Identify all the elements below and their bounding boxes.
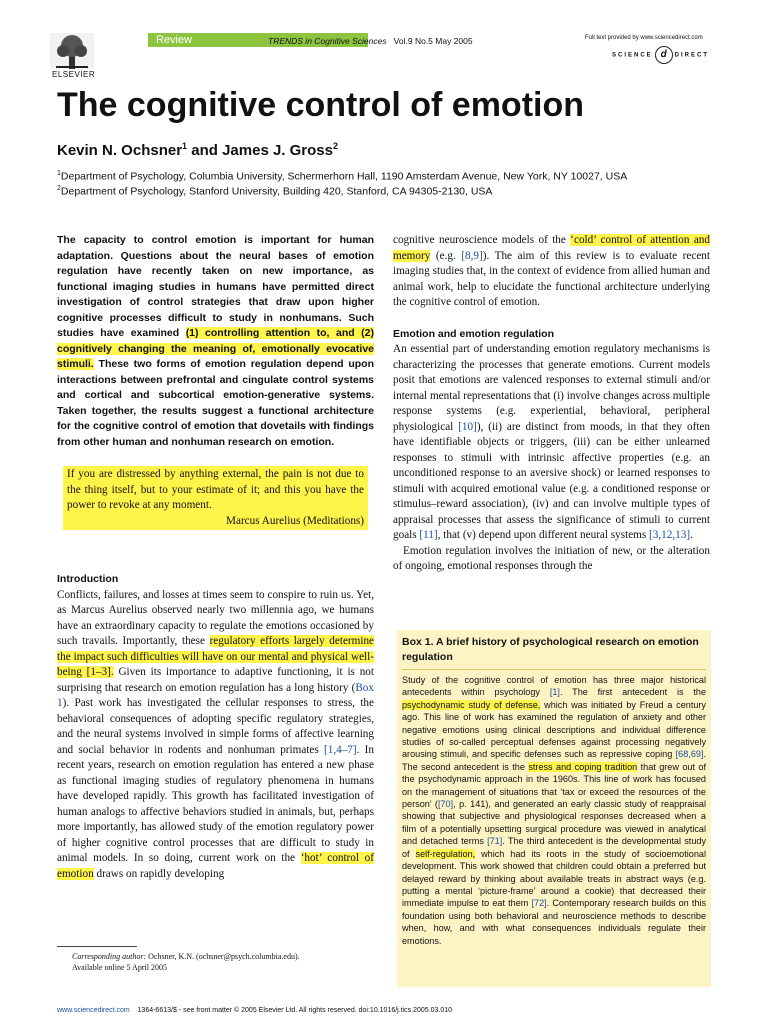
reference-link[interactable]: [1,4–7] [324, 743, 357, 756]
abstract-text-2: These two forms of emotion regulation depend upon interactions between prefrontal and cingulate control systems and cortical and subcortical emotion-generative systems. Taken together, the results suggest a functional architecture for the cognitive control of emotion that dovetails with findings from other human and nonhuman research on emotion. [57, 358, 374, 448]
footnote-label: Corresponding author: [72, 952, 147, 961]
emotion-text-2: ), (ii) are distinct from moods, in that they often have identifiable objects or triggers, (iii) can be either unlearned responses to stimuli with intrinsic affective properties (e.g. an unconditioned response to an aversive shock) or learned responses to stimuli with acquired emotional value (e.g. a conditioned response or stimulus–reward association), (iv) and can involve multiple types of appraisal processes that assess the significance of stimuli to current goals [393, 420, 710, 541]
box-1-link[interactable]: Box 1 [57, 681, 374, 709]
publisher-name: ELSEVIER [52, 70, 96, 79]
footer-copyright: 1364-6613/$ - see front matter © 2005 Elsevier Ltd. All rights reserved. doi:10.1016/j.tics.2005.03.010 [137, 1007, 453, 1014]
author-list [57, 141, 338, 159]
emotion-text-3: , that (v) depend upon different neural systems [437, 529, 650, 541]
box-text-9: . Contemporary research builds on this foundation using both behavioral and neuroscience methods to describe when, how, and with what consequences individuals regulate their emotions. [402, 898, 706, 946]
article-title: The cognitive control of emotion [57, 86, 584, 124]
right-text-3: ). The aim of this review is to evaluate recent imaging studies that, in the context of evidence from allied human and animal work, help to elucidate the functional architecture underlying the cognitive control of emotion. [393, 249, 710, 308]
box-text-7: . The third antecedent is the developmental study of [402, 836, 707, 859]
corresponding-author [72, 951, 300, 962]
footnote-divider [57, 946, 137, 947]
epigraph-quote [63, 466, 368, 530]
affiliation-2-text: Department of Psychology, Stanford University, Building 420, Stanford, CA 94305-2130, USA [60, 185, 493, 198]
continued-paragraph [393, 233, 710, 311]
footnote [72, 951, 300, 973]
intro-text-2: Given its importance to adaptive functioning, it is not surprising that research on emotion regulation has a long history ( [57, 666, 374, 694]
page-footer [57, 1007, 452, 1014]
sd-logo-right: DIRECT [674, 52, 710, 59]
affiliation-2-sup: 2 [57, 185, 61, 192]
intro-text-1: Conflicts, failures, and losses at times seem to conspire to ruin us. Yet, as Marcus Aurelius observed nearly two millennia ago, we humans have an extraordinary capacity to regulate the emotions occasioned by such travails. Importantly, these [57, 588, 374, 647]
box-1-sidebar [397, 630, 711, 987]
box-text-5: that grew out of the psychodynamic approach in the 1960s. This line of work has focused on the management of situations that ‘tax or exceed the resources of the person’ ( [402, 761, 707, 810]
abstract-highlight: (1) controlling attention to, and (2) cognitively changing the meaning of, emotionally evocative stimuli. [57, 327, 374, 370]
intro-highlight-2: ‘hot’ control of emotion [57, 852, 374, 880]
box-highlight-2: stress and coping tradition [528, 761, 638, 772]
footnote-text: Ochsner, K.N. (ochsner@psych.columbia.edu). [146, 952, 300, 961]
box-body [402, 674, 706, 947]
emotion-regulation-heading: Emotion and emotion regulation [393, 327, 554, 340]
emotion-text-4: . [690, 529, 693, 541]
available-online: Available online 5 April 2005 [72, 963, 167, 972]
affiliation-1-sup: 1 [57, 170, 61, 177]
reference-link[interactable]: [11] [419, 529, 438, 541]
affiliation-1 [57, 170, 627, 183]
quote-attribution: Marcus Aurelius (Meditations) [226, 514, 364, 527]
sciencedirect-logo [612, 46, 709, 64]
emotion-paragraph [393, 342, 710, 544]
affiliation-1-text: Department of Psychology, Columbia University, Schermerhorn Hall, 1190 Amsterdam Avenue, New York, NY 10027, USA [60, 170, 628, 183]
box-highlight-3: self-regulation, [415, 848, 476, 859]
intro-text-5: draws on rapidly developing [93, 867, 225, 880]
right-text-1: cognitive neuroscience models of the [393, 234, 571, 246]
box-text-2: . The first antecedent is the [559, 687, 707, 698]
box-text-3: which was initiated by Freud a century ago. This line of work has examined the regulation of anxiety and other negative emotions using clinical descriptions and individual difference studies of so-called perceptual defenses against processing negatively arousing stimuli, and specific defenses such as repressive coping [402, 699, 706, 760]
abstract-text-1: The capacity to control emotion is important for human adaptation. Questions about the neural bases of emotion regulation have recently taken on new importance, as functional imaging studies in humans have permitted direct investigation of control strategies that draw upon higher cognitive processes difficult to study in nonhumans. Such studies have examined [57, 234, 374, 339]
box-title: Box 1. A brief history of psychological research on emotion regulation [402, 635, 706, 670]
author-and: and [187, 142, 223, 159]
right-text-2: (e.g. [430, 249, 462, 262]
emotion-text-1: An essential part of understanding emotion regulatory mechanisms is characterizing the processes that generate emotions. Current models posit that emotions are valenced responses to external stimuli and/or internal mental representations that (i) involve changes across multiple response systems (e.g. experiential, behavioral, peripheral physiological [393, 343, 710, 433]
box-text-4: . The second antecedent is the [402, 749, 706, 772]
author-2: James J. Gross [222, 142, 333, 159]
reference-link[interactable]: [70] [437, 799, 454, 810]
box-text-6: , p. 141), and generated an early classic study of reappraisal showing that subjective and physiological responses decreased when a film of a potentially upsetting surgical procedure was viewed in analytical and detached terms [402, 799, 706, 847]
reference-link[interactable]: [1] [549, 687, 560, 698]
intro-text-4: . In recent years, research on emotion regulation has entered a new phase as functional imaging studies of regulatory phenomena in humans have developed rapidly. This growth has facilitated investigation of human analogs to affective behaviors studied in animals, but, perhaps more importantly, has allowed study of the emotion regulatory power of higher cognitive control processes that are difficult to study in animal models. In so doing, current work on the [57, 743, 374, 864]
affiliation-2 [57, 185, 492, 198]
reference-link[interactable]: [10] [458, 420, 477, 433]
provided-by-note: Full text provided by www.sciencedirect.com [585, 35, 703, 41]
author-1: Kevin N. Ochsner [57, 142, 183, 159]
regulation-paragraph: Emotion regulation involves the initiation of new, or the alteration of ongoing, emotional responses through the [393, 544, 710, 572]
journal-info [268, 36, 473, 46]
box-highlight-1: psychodynamic study of defense, [402, 699, 541, 710]
sd-logo-left: SCIENCE [612, 52, 653, 59]
section-label: Review [148, 33, 368, 47]
journal-volume: Vol.9 No.5 May 2005 [393, 36, 473, 46]
reference-link[interactable]: [3,12,13] [649, 529, 691, 541]
author-2-sup: 2 [332, 141, 338, 151]
reference-link[interactable]: [71] [487, 836, 503, 847]
abstract [57, 233, 374, 450]
introduction-paragraph [57, 588, 374, 883]
reference-link[interactable]: [8,9] [461, 249, 483, 262]
reference-link[interactable]: [68,69] [675, 749, 704, 760]
right-highlight-1: ‘cold’ control of attention and memory [393, 234, 710, 262]
reference-link[interactable]: [72] [531, 898, 547, 909]
right-column [393, 233, 710, 575]
intro-text-3: ). Past work has investigated the cellular responses to stress, the behavioral consequences of adopting specific regulatory strategies, and the neural systems involved in simple forms of affective learning and social behavior in rodents and nonhuman primates [57, 697, 374, 756]
journal-name: TRENDS in Cognitive Sciences [268, 36, 387, 46]
author-1-sup: 1 [182, 141, 188, 151]
intro-highlight-1: regulatory efforts largely determine the impact such difficulties will have on our mental and physical well-being [1–3]. [57, 635, 375, 678]
introduction-heading: Introduction [57, 573, 119, 585]
box-text-8: which had its roots in the study of socioemotional development. This work showed that children could obtain a preferred but delayed reward by thinking about available treats in abstract ways (e.g. putting a mental ‘picture-frame’ around a cookie) that decreased their immediate impulse to eat them [402, 848, 706, 909]
box-text-1: Study of the cognitive control of emotion has three major historical antecedents within psychology [402, 675, 706, 698]
sd-logo-circle-icon: d [655, 46, 673, 64]
left-column [57, 233, 374, 882]
quote-text: If you are distressed by anything external, the pain is not due to the thing itself, but to your estimate of it; and this you have the power to revoke at any moment. [67, 468, 364, 511]
footer-site-link[interactable]: www.sciencedirect.com [57, 1007, 130, 1014]
